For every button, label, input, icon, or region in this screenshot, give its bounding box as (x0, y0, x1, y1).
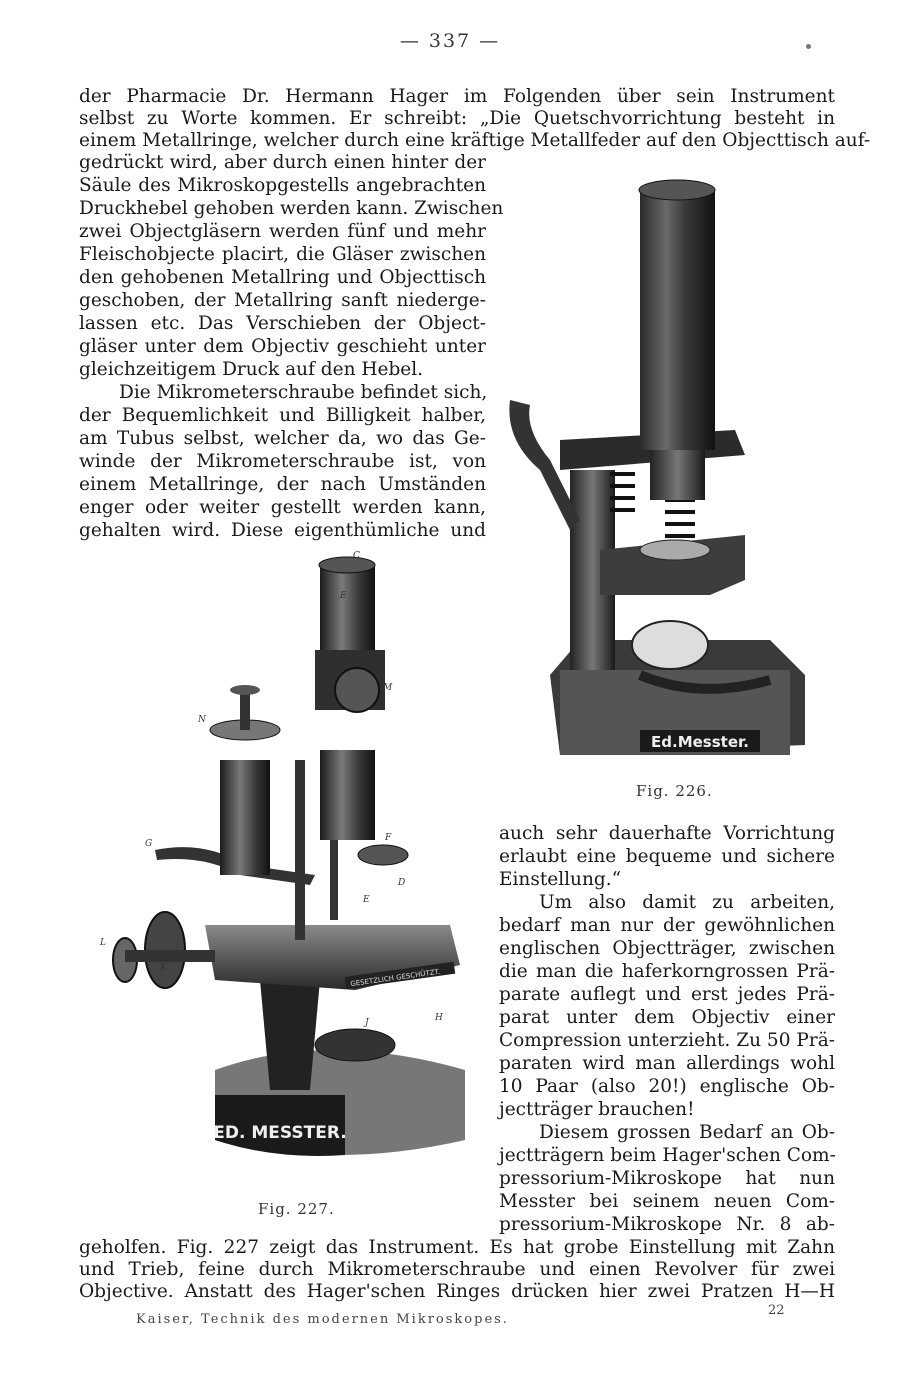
text-line: gleichzeitigem Druck auf den Hebel. (79, 359, 424, 380)
fig-227-stage-text: GESETZLICH GESCHÜTZT. (349, 967, 441, 989)
text-line: enger oder weiter gestellt werden kann, (79, 497, 486, 518)
text-line: den gehobenen Metallring und Objecttisch (79, 267, 486, 288)
text-line: englischen Objectträger, zwischen (499, 938, 835, 959)
fig-227-label-l: L (100, 938, 106, 948)
text-line: Säule des Mikroskopgestells angebrachten (79, 175, 486, 196)
text-line: selbst zu Worte kommen. Er schreibt: „Die Quetschvorrichtung besteht in (79, 108, 835, 129)
text-line: lassen etc. Das Verschieben der Object- (79, 313, 486, 334)
speck (806, 44, 811, 49)
page-number: — 337 — (399, 30, 501, 52)
text-line: gedrückt wird, aber durch einen hinter der (79, 152, 486, 173)
text-line: auch sehr dauerhafte Vorrichtung (499, 823, 835, 844)
text-line: paraten wird man allerdings wohl (499, 1053, 835, 1074)
text-line: Compression unterzieht. Zu 50 Prä- (499, 1030, 835, 1051)
fig-227-label-e1: E (340, 591, 347, 601)
text-line: pressorium-Mikroskope Nr. 8 ab- (499, 1214, 835, 1235)
text-line: 10 Paar (also 20!) englische Ob- (499, 1076, 835, 1097)
text-line: pressorium-Mikroskope hat nun (499, 1168, 835, 1189)
text-line: zwei Objectgläsern werden fünf und mehr (79, 221, 486, 242)
text-line: am Tubus selbst, welcher da, wo das Ge- (79, 428, 486, 449)
text-line: erlaubt eine bequeme und sichere (499, 846, 835, 867)
fig-226-caption: Fig. 226. (636, 782, 713, 800)
text-line: einem Metallringe, der nach Umständen (79, 474, 486, 495)
fig-226-engraving: Ed.Messter. (651, 733, 749, 751)
fig-227-label-f: F (385, 833, 392, 843)
fig-227-caption: Fig. 227. (258, 1200, 335, 1218)
text-line: geschoben, der Metallring sanft niederge- (79, 290, 486, 311)
text-line: jectträger brauchen! (499, 1099, 695, 1120)
fig-227-label-j: J (365, 1018, 369, 1028)
text-line: jectträgern beim Hager'schen Com- (499, 1145, 836, 1166)
fig-227-label-d: D (398, 878, 406, 888)
text-line: Objective. Anstatt des Hager'schen Ringes drücken hier zwei Pratzen H—H (79, 1281, 835, 1302)
text-line: Diesem grossen Bedarf an Ob- (539, 1122, 835, 1143)
text-line: Fleischobjecte placirt, die Gläser zwischen (79, 244, 486, 265)
text-line: Messter bei seinem neuen Com- (499, 1191, 835, 1212)
fig-227-engraving: ED. MESSTER. (213, 1123, 347, 1143)
text-line: Einstellung.“ (499, 869, 622, 890)
fig-226-microscope-illustration (500, 170, 820, 770)
text-line: Um also damit zu arbeiten, (539, 892, 835, 913)
text-line: parat unter dem Objectiv einer (499, 1007, 835, 1028)
fig-227-label-k: K (160, 963, 167, 973)
fig-227-label-c: C (353, 551, 360, 561)
signature-mark: 22 (768, 1303, 785, 1318)
text-line: Druckhebel gehoben werden kann. Zwischen (79, 198, 504, 219)
fig-227-label-m: M (383, 683, 393, 693)
text-line: und Trieb, feine durch Mikrometerschraube und einen Revolver für zwei (79, 1259, 835, 1280)
text-line: gläser unter dem Objectiv geschieht unter (79, 336, 486, 357)
text-line: der Pharmacie Dr. Hermann Hager im Folgenden über sein Instrument (79, 86, 835, 107)
text-line: Die Mikrometerschraube befindet sich, (119, 382, 488, 403)
fig-227-microscope-illustration (95, 550, 495, 1170)
text-line: parate auflegt und erst jedes Prä- (499, 984, 835, 1005)
text-line: einem Metallringe, welcher durch eine kräftige Metallfeder auf den Objecttisch auf- (79, 130, 871, 151)
fig-227-label-h: H (435, 1013, 443, 1023)
fig-227-label-e2: E (363, 895, 370, 905)
footer-running-title: Kaiser, Technik des modernen Mikroskopes. (136, 1312, 509, 1327)
text-line: winde der Mikrometerschraube ist, von (79, 451, 486, 472)
text-line: der Bequemlichkeit und Billigkeit halber, (79, 405, 486, 426)
text-line: gehalten wird. Diese eigenthümliche und (79, 520, 486, 541)
fig-227-label-n: N (198, 715, 206, 725)
text-line: bedarf man nur der gewöhnlichen (499, 915, 835, 936)
fig-227-label-g: G (145, 839, 153, 849)
text-line: die man die haferkorngrossen Prä- (499, 961, 835, 982)
text-line: geholfen. Fig. 227 zeigt das Instrument. Es hat grobe Einstellung mit Zahn (79, 1237, 835, 1258)
